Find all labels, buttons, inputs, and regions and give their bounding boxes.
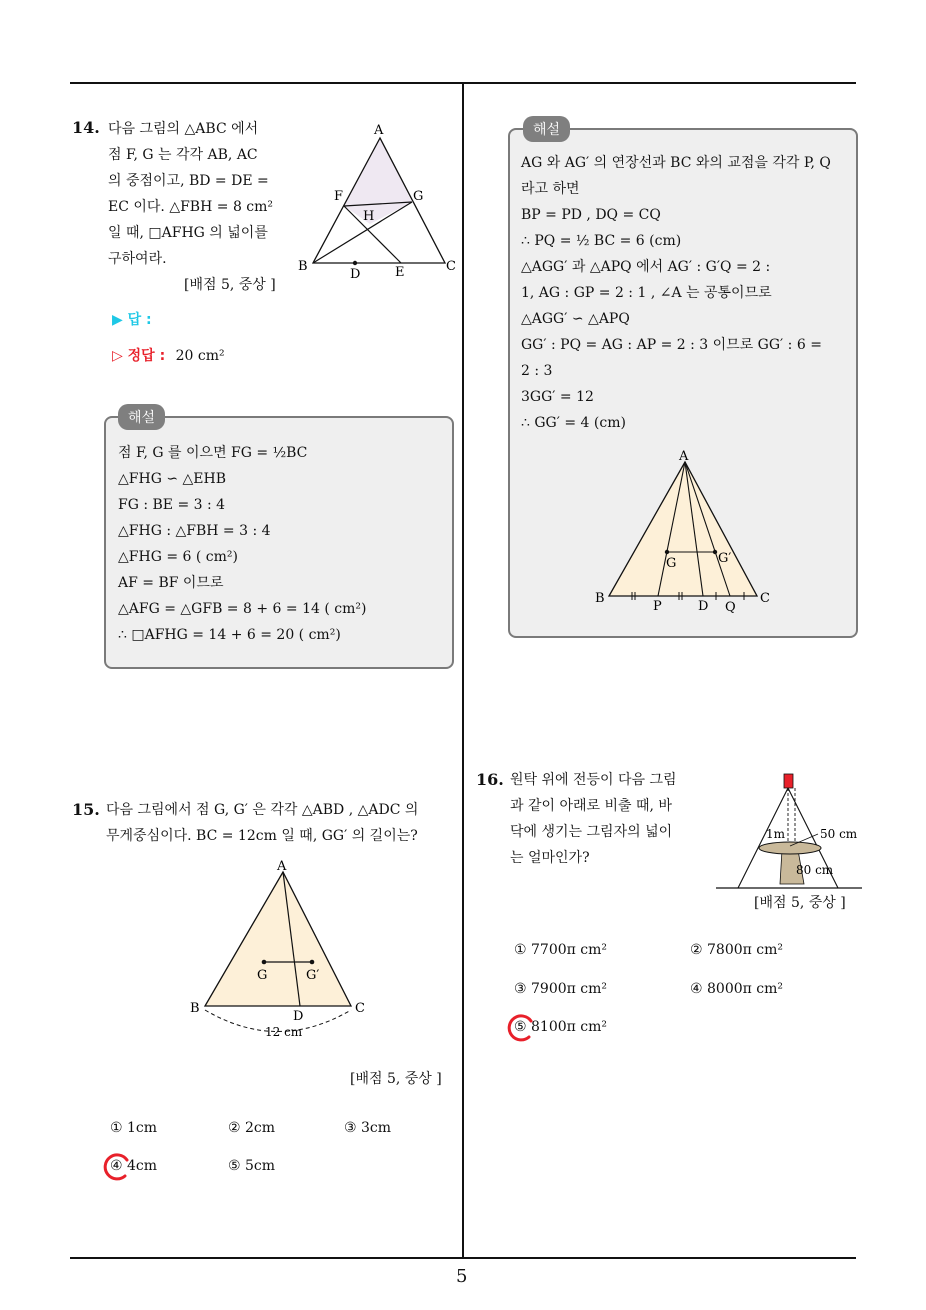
q14-solution-line: △FHG = 6 ( cm²) bbox=[118, 549, 238, 565]
q15-solution-line: GG′ : PQ = AG : AP = 2 : 3 이므로 GG′ : 6 = bbox=[521, 337, 822, 353]
q14-solution-line: FG : BE = 3 : 4 bbox=[118, 497, 226, 513]
q15-solution-figure bbox=[592, 448, 782, 618]
q14-figure bbox=[295, 120, 465, 285]
q15-points: [배점 5, 중상 ] bbox=[350, 1071, 442, 1087]
q15-solution-line: 라고 하면 bbox=[521, 181, 580, 197]
q15-text bbox=[106, 797, 418, 849]
q14-solution-tag: 해설 bbox=[118, 404, 165, 430]
q14-correct-label: ▷ 정답 : bbox=[112, 348, 166, 364]
q14-solution-line: ∴ □AFHG = 14 + 6 = 20 ( cm²) bbox=[118, 627, 341, 643]
q16-choice-1[interactable]: ① 7700π cm² bbox=[514, 942, 608, 958]
q15-choice-1[interactable]: ① 1cm bbox=[110, 1120, 158, 1136]
q15-sol-point-g bbox=[665, 550, 669, 554]
q15-sol-point-g2 bbox=[713, 550, 717, 554]
q15-point-g bbox=[262, 960, 267, 965]
q14-solution-line: 점 F, G 를 이으면 FG = ½BC bbox=[118, 445, 308, 461]
q15-sol-triangle bbox=[609, 462, 757, 596]
q15-solution-line: ∴ PQ = ½ BC = 6 (cm) bbox=[521, 233, 682, 249]
q16-figure bbox=[716, 772, 862, 894]
q16-lamp-icon bbox=[784, 774, 793, 788]
q14-line: 일 때, □AFHG 의 넓이를 bbox=[108, 225, 268, 241]
q15-solution-tag: 해설 bbox=[523, 116, 570, 142]
q16-label-height: 1m bbox=[766, 827, 786, 841]
q14-label-f: F bbox=[334, 189, 344, 204]
q14-line: 점 F, G 는 각각 AB, AC bbox=[108, 147, 258, 163]
q14-answer-label: ▶ 답 : bbox=[112, 312, 152, 328]
q15-solution-line: △AGG′ 과 △APQ 에서 AG′ : G′Q = 2 : bbox=[521, 259, 771, 275]
q14-line: 구하여라. bbox=[108, 251, 167, 267]
q15-sol-label-b: B bbox=[595, 591, 605, 606]
q14-label-h: H bbox=[363, 209, 375, 224]
q14-point-d bbox=[353, 261, 357, 265]
q15-sol-label-q: Q bbox=[725, 600, 736, 615]
q14-label-b: B bbox=[298, 259, 308, 274]
q16-label-table: 80 cm bbox=[796, 863, 834, 877]
q16-line: 원탁 위에 전등이 다음 그림 bbox=[510, 772, 677, 788]
q14-number: 14. bbox=[72, 118, 100, 137]
q15-choice-2[interactable]: ② 2cm bbox=[228, 1120, 276, 1136]
q15-sol-label-d: D bbox=[698, 599, 709, 614]
q15-solution-line: 3GG′ = 12 bbox=[521, 389, 594, 405]
q15-line: 다음 그림에서 점 G, G′ 은 각각 △ABD , △ADC 의 bbox=[106, 802, 419, 818]
q16-line: 닥에 생기는 그림자의 넓이 bbox=[510, 824, 673, 840]
q15-solution-line: BP = PD , DQ = CQ bbox=[521, 207, 661, 223]
q15-solution-line: ∴ GG′ = 4 (cm) bbox=[521, 415, 626, 431]
q15-point-g2 bbox=[310, 960, 315, 965]
q15-choice-4[interactable]: ④ 4cm bbox=[110, 1158, 158, 1174]
q14-correct-row bbox=[112, 345, 225, 365]
q16-choice-3[interactable]: ③ 7900π cm² bbox=[514, 981, 608, 997]
q14-label-e: E bbox=[395, 265, 405, 280]
q14-solution-line: △FHG : △FBH = 3 : 4 bbox=[118, 523, 271, 539]
q14-line: 다음 그림의 △ABC 에서 bbox=[108, 121, 259, 137]
q16-line: 과 같이 아래로 비출 때, 바 bbox=[510, 798, 672, 814]
q14-label-c: C bbox=[446, 259, 456, 274]
q15-sol-label-p: P bbox=[653, 599, 662, 614]
q15-label-g2: G′ bbox=[306, 968, 320, 983]
q14-label-d: D bbox=[350, 267, 361, 282]
q15-label-d: D bbox=[293, 1009, 304, 1024]
q16-selected-mark-icon bbox=[505, 1012, 537, 1044]
q16-choice-5[interactable]: ⑤ 8100π cm² bbox=[514, 1019, 608, 1035]
q15-triangle bbox=[205, 872, 351, 1006]
q14-correct-value: 20 cm² bbox=[175, 348, 225, 364]
q14-solution-line: △FHG ∽ △EHB bbox=[118, 471, 226, 487]
q14-solution-line: AF = BF 이므로 bbox=[118, 575, 224, 591]
q16-number: 16. bbox=[476, 770, 504, 789]
q16-label-radius: 50 cm bbox=[820, 827, 858, 841]
q15-number: 15. bbox=[72, 800, 100, 819]
page-number: 5 bbox=[456, 1266, 468, 1287]
bottom-rule bbox=[70, 1257, 856, 1259]
q16-text bbox=[510, 767, 677, 871]
q15-sol-label-g: G bbox=[666, 556, 677, 571]
q14-line: EC 이다. △FBH = 8 cm² bbox=[108, 199, 274, 215]
q16-points: [배점 5, 중상 ] bbox=[754, 895, 846, 911]
q15-choice-5[interactable]: ⑤ 5cm bbox=[228, 1158, 276, 1174]
q15-sol-label-c: C bbox=[760, 591, 770, 606]
q14-line: 의 중점이고, BD = DE = bbox=[108, 173, 269, 189]
q15-solution-line: AG 와 AG′ 의 연장선과 BC 와의 교점을 각각 P, Q bbox=[521, 155, 831, 171]
q16-choice-2[interactable]: ② 7800π cm² bbox=[690, 942, 784, 958]
q15-label-c: C bbox=[355, 1001, 365, 1016]
q15-label-g: G bbox=[257, 968, 268, 983]
q15-solution-line: 1, AG : GP = 2 : 1 , ∠A 는 공통이므로 bbox=[521, 285, 772, 301]
q14-answer-row bbox=[112, 309, 152, 329]
q15-label-length: 12 cm bbox=[265, 1025, 303, 1039]
q15-selected-mark-icon bbox=[101, 1151, 133, 1183]
q15-figure bbox=[185, 858, 375, 1043]
q15-solution bbox=[521, 150, 831, 436]
q15-solution-line: 2 : 3 bbox=[521, 363, 553, 379]
q15-choice-3[interactable]: ③ 3cm bbox=[344, 1120, 392, 1136]
q14-solution-line: △AFG = △GFB = 8 + 6 = 14 ( cm²) bbox=[118, 601, 367, 617]
q15-label-a: A bbox=[277, 859, 287, 874]
q14-text bbox=[108, 116, 273, 272]
q15-label-b: B bbox=[190, 1001, 200, 1016]
q14-points: [배점 5, 중상 ] bbox=[184, 277, 276, 293]
q15-solution-line: △AGG′ ∽ △APQ bbox=[521, 311, 630, 327]
q14-label-g: G bbox=[413, 189, 424, 204]
q14-solution bbox=[118, 440, 366, 648]
q16-choice-4[interactable]: ④ 8000π cm² bbox=[690, 981, 784, 997]
q16-line: 는 얼마인가? bbox=[510, 850, 590, 866]
q16-table-top bbox=[759, 842, 821, 854]
q15-sol-label-g2: G′ bbox=[718, 551, 732, 566]
q15-line: 무게중심이다. BC = 12cm 일 때, GG′ 의 길이는? bbox=[106, 828, 418, 844]
q14-label-a: A bbox=[374, 123, 384, 138]
q15-sol-label-a: A bbox=[679, 449, 689, 464]
